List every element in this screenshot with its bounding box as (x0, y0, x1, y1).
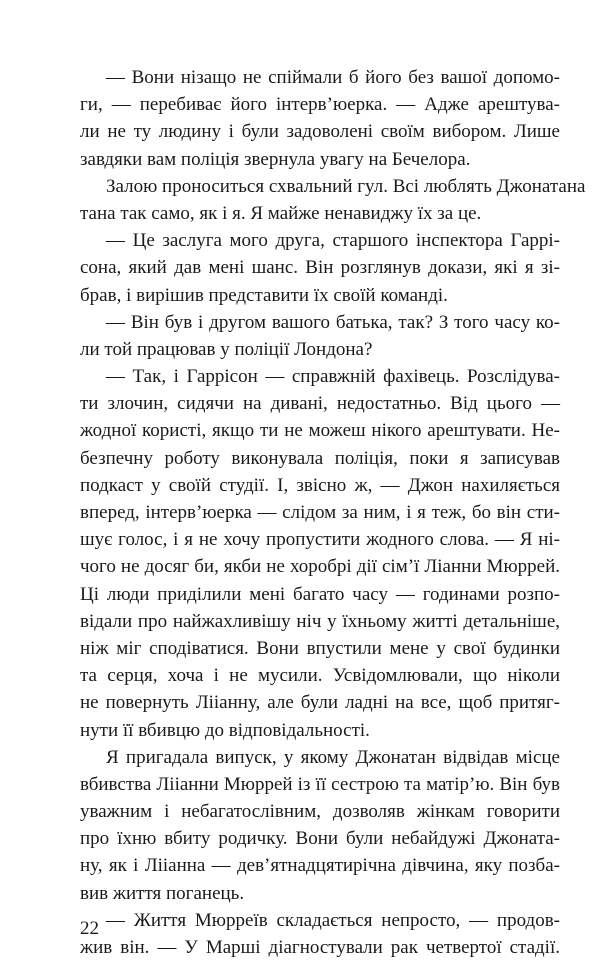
text-line: завдяки вам поліція звернула увагу на Бечелора. (80, 148, 471, 170)
text-line: безпечну роботу виконувала поліція, поки я записував (80, 447, 560, 469)
text-line: жодної користі, якщо ти не можеш нікого арештувати. Не- (80, 420, 560, 442)
text-line: шує голос, і я не хочу пропустити жодного слова. — Я ні- (80, 529, 560, 551)
text-line: Ці люди приділили мені багато часу — годинами розпо- (80, 583, 560, 605)
text-line: уважним і небагатослівним, дозволяв жінкам говорити (80, 801, 560, 823)
text-line: Я пригадала випуск, у якому Джонатан відвідав місце (106, 746, 560, 768)
text-line: ги, — перебиває його інтерв’юерка. — Адже арештува- (80, 94, 560, 116)
text-line: про їхню вбиту родичку. Вони були небайдужі Джоната- (80, 828, 560, 850)
text-line: — Вони нізащо не спіймали б його без вашої допомо- (106, 67, 560, 88)
page-number: 22 (80, 918, 99, 939)
text-line: вив життя поганець. (80, 882, 245, 904)
text-line: нути її вбивцю до відповідальності. (80, 719, 370, 741)
text-line: відали про найжахливішу ніч у їхньому житті детальніше, (80, 610, 560, 632)
text-line: не повернуть Лііанну, але були ладні на все, щоб притяг- (80, 692, 560, 714)
text-line: сона, який дав мені шанс. Він розглянув докази, які я зі- (80, 257, 560, 279)
text-line: ну, як і Лііанна — дев’ятнадцятирічна дівчина, яку позба- (80, 855, 560, 877)
text-line: ли той працював у поліції Лондона? (80, 338, 373, 360)
page-body-text (80, 64, 586, 961)
text-line: ніж міг сподіватися. Вони впустили мене у свої будинки (80, 637, 560, 659)
text-line: брав, і вирішив представити їх своїй команді. (80, 284, 448, 306)
text-line: жив він. — У Марші діагностували рак четвертої стадії. (80, 937, 560, 958)
text-line: ти злочин, сидячи на дивані, недостатньо. Від цього — (80, 393, 560, 415)
text-line: вбивства Лііанни Мюррей із її сестрою та матір’ю. Він був (80, 773, 560, 795)
text-line: — Життя Мюрреїв складається непросто, — продов- (106, 909, 560, 931)
text-line: — Так, і Гаррісон — справжній фахівець. Розслідува- (106, 366, 560, 388)
text-line: та серця, хоча і не мусили. Усвідомлювали, що ніколи (80, 665, 560, 687)
text-line: подкаст у своїй студії. І, звісно ж, — Джон нахиляється (80, 474, 560, 496)
text-line: — Він був і другом вашого батька, так? З того часу ко- (106, 311, 560, 333)
text-line: тана так само, як і я. Я майже ненавиджу їх за це. (80, 202, 482, 224)
text-line: чого не досяг би, якби не хоробрі дії сім’ї Ліанни Мюррей. (80, 556, 560, 578)
text-line: вперед, інтерв’юерка — слідом за ним, і я теж, бо він сти- (80, 502, 560, 523)
text-line: Залою проноситься схвальний гул. Всі люблять Джонатана (106, 175, 586, 197)
text-line: — Це заслуга мого друга, старшого інспектора Гаррі- (106, 230, 560, 252)
text-line: ли не ту людину і були задоволені своїм вибором. Лише (80, 121, 560, 143)
